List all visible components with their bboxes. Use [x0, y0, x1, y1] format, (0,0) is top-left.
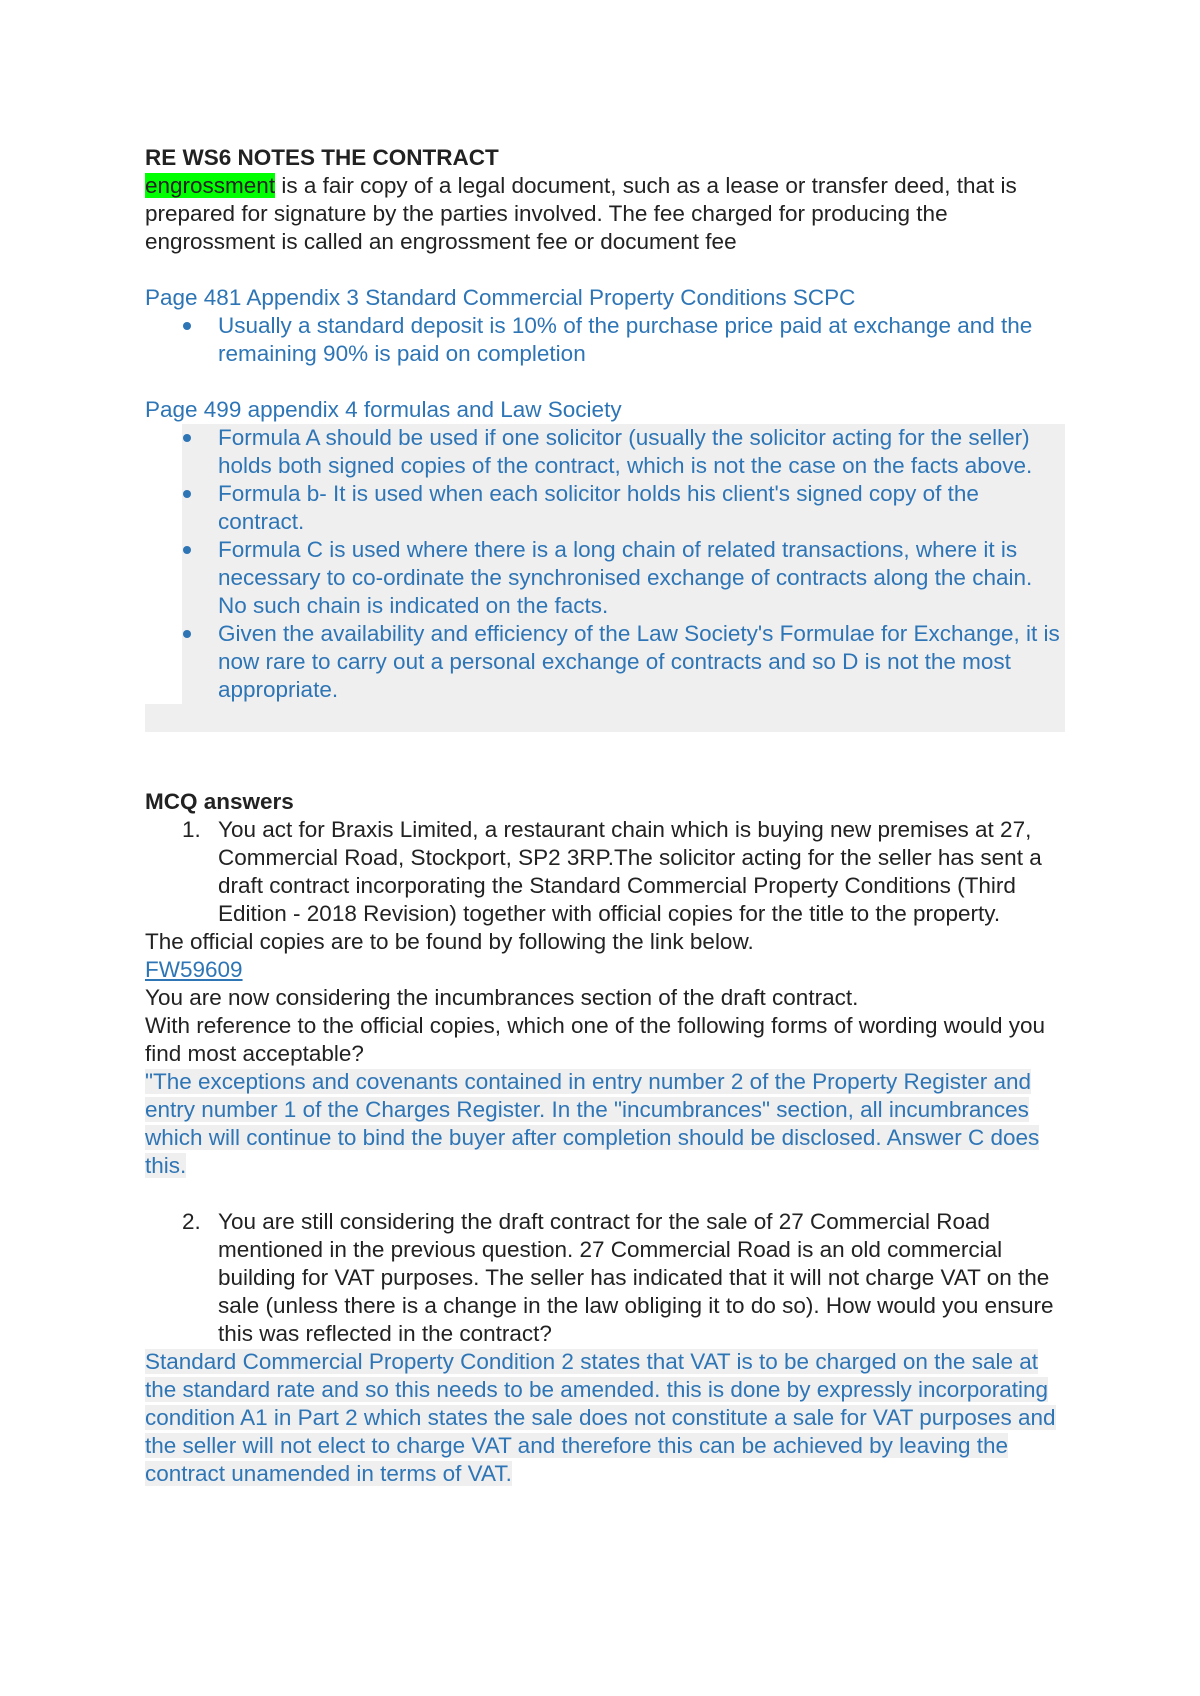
list-item: Formula C is used where there is a long chain of related transactions, where it is necessary to co-ordinate the synchronised exchange of contracts along the chain. No such chain is indicated on the facts. [182, 536, 1065, 620]
list-item: Usually a standard deposit is 10% of the purchase price paid at exchange and the remaining 90% is paid on completion [145, 312, 1065, 368]
official-copies-link[interactable]: FW59609 [145, 957, 243, 982]
mcq-answer-1: "The exceptions and covenants contained in entry number 2 of the Property Register and entry number 1 of the Charges Register. In the "incumbrances" section, all incumbrances which will continue to bind the buyer after completion should be disclosed. Answer C does this. [145, 1069, 1040, 1178]
spacer [145, 760, 1065, 788]
mcq-q1-line1: The official copies are to be found by following the link below. [145, 929, 754, 954]
document-title: RE WS6 NOTES THE CONTRACT [145, 145, 499, 170]
definition-paragraph [145, 172, 1065, 256]
highlight-tail [145, 704, 1065, 732]
bullet-icon [183, 322, 191, 330]
section-scpc-heading: Page 481 Appendix 3 Standard Commercial Property Conditions SCPC [145, 285, 856, 310]
bullet-icon [183, 490, 191, 498]
mcq-q1-line2: You are now considering the incumbrances section of the draft contract. [145, 985, 859, 1010]
mcq-heading: MCQ answers [145, 789, 294, 814]
bullet-icon [183, 546, 191, 554]
bullet-icon [183, 630, 191, 638]
document-body [145, 144, 1065, 1488]
formulas-highlight-block [182, 424, 1065, 704]
mcq-q1-line3: With reference to the official copies, which one of the following forms of wording would you find most acceptable? [145, 1013, 1046, 1066]
list-item: Given the availability and efficiency of the Law Society's Formulae for Exchange, it is now rare to carry out a personal exchange of contracts and so D is not the most appropriate. [182, 620, 1065, 704]
section-formulas-list [182, 424, 1065, 704]
mcq-question-1: 1. You act for Braxis Limited, a restaurant chain which is buying new premises at 27, Commercial Road, Stockport, SP2 3RP.The solicitor acting for the seller has sent a draft contract incorporating the Standard Commercial Property Conditions (Third Edition - 2018 Revision) together with official copies for the title to the property. [182, 817, 1042, 926]
definition-term: engrossment [145, 173, 276, 198]
spacer [145, 732, 1065, 760]
spacer [145, 256, 1065, 284]
mcq-list-2 [145, 1208, 1065, 1348]
section-formulas-heading: Page 499 appendix 4 formulas and Law Society [145, 397, 622, 422]
section-scpc-list [145, 312, 1065, 368]
spacer [145, 1180, 1065, 1208]
spacer [145, 368, 1065, 396]
definition-text: is a fair copy of a legal document, such as a lease or transfer deed, that is prepared for signature by the parties involved. The fee charged for producing the engrossment is called an engrossment fee or document fee [145, 173, 1017, 254]
bullet-icon [183, 434, 191, 442]
mcq-list-1 [145, 816, 1065, 928]
mcq-answer-2: Standard Commercial Property Condition 2 states that VAT is to be charged on the sale at the standard rate and so this needs to be amended. this is done by expressly incorporating condition A1 in Part 2 which states the sale does not constitute a sale for VAT purposes and the seller will not elect to charge VAT and therefore this can be achieved by leaving the contract unamended in terms of VAT. [145, 1349, 1056, 1486]
list-item: Formula b- It is used when each solicitor holds his client's signed copy of the contract. [182, 480, 1065, 536]
mcq-question-2: 2. You are still considering the draft contract for the sale of 27 Commercial Road mentioned in the previous question. 27 Commercial Road is an old commercial building for VAT purposes. The seller has indicated that it will not charge VAT on the sale (unless there is a change in the law obliging it to do so). How would you ensure this was reflected in the contract? [182, 1209, 1054, 1346]
list-item: Formula A should be used if one solicitor (usually the solicitor acting for the seller) holds both signed copies of the contract, which is not the case on the facts above. [182, 424, 1065, 480]
